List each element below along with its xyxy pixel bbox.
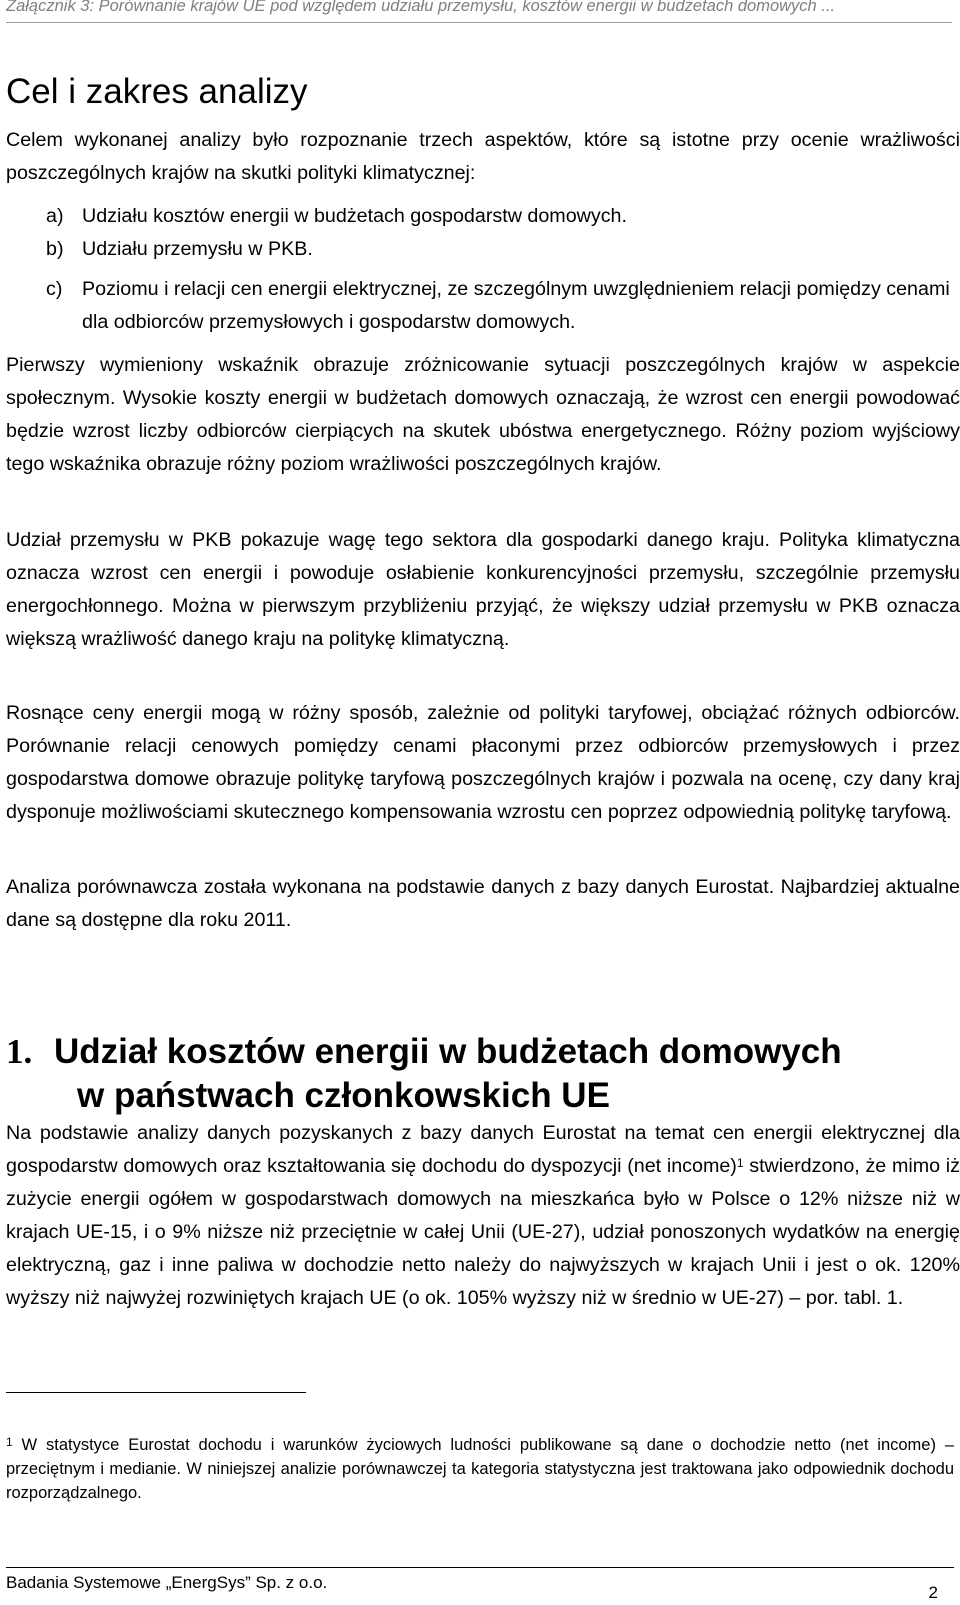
page-heading: Cel i zakres analizy — [6, 72, 308, 111]
list-marker: a) — [46, 205, 64, 227]
running-header: Załącznik 3: Porównanie krajów UE pod względem udziału przemysłu, kosztów energii w budżetach domowych ... — [6, 0, 836, 15]
section-paragraph-part1: Na podstawie analizy danych pozyskanych z bazy danych Eurostat na temat cen energii elektrycznej dla gospodarstw domowych oraz kształtowania się dochodu do dyspozycji (net income) — [6, 1122, 960, 1177]
intro-paragraph: Celem wykonanej analizy było rozpoznanie trzech aspektów, które są istotne przy ocenie wrażliwości poszczególnych krajów na skutki polityki klimatycznej: — [6, 129, 960, 184]
list-marker: b) — [46, 238, 64, 260]
footer-divider — [6, 1567, 954, 1568]
section-title-line1: Udział kosztów energii w budżetach domowych — [54, 1032, 842, 1071]
footnote-divider — [6, 1392, 306, 1393]
list-text: Udziału kosztów energii w budżetach gospodarstw domowych. — [82, 205, 627, 227]
section-title-line2: w państwach członkowskich UE — [77, 1076, 610, 1115]
section-paragraph-part2: stwierdzono, że mimo iż zużycie energii ogółem w gospodarstwach domowych na mieszkańca było w Polsce o 12% niższe niż w krajach UE-15, i o 9% niższe niż przeciętnie w całej Unii (UE-27), udział ponoszonych wydatków na energię elektryczną, gaz i inne paliwa w dochodzie netto należy do najwyższych w krajach Unii i jest o ok. 120% wyższy niż najwyżej rozwiniętych krajach UE (o ok. 105% wyższy niż w średnio w UE-27) – por. tabl. 1. — [6, 1155, 960, 1309]
footnote — [6, 1433, 954, 1505]
list-text: Poziomu i relacji cen energii elektrycznej, ze szczególnym uwzględnieniem relacji pomiędzy cenami dla odbiorców przemysłowych i gospodarstw domowych. — [82, 278, 950, 333]
section-paragraph — [6, 1117, 960, 1315]
header-divider — [6, 22, 952, 23]
list-item — [46, 273, 950, 339]
list-text: Udziału przemysłu w PKB. — [82, 238, 313, 260]
footnote-number: 1 — [6, 1435, 13, 1449]
body-paragraph: Udział przemysłu w PKB pokazuje wagę tego sektora dla gospodarki danego kraju. Polityka klimatyczna oznacza wzrost cen energii i powoduje osłabienie konkurencyjności przemysłu, szczególnie przemysłu energochłonnego. Można w pierwszym przybliżeniu przyjąć, że większy udział przemysłu w PKB oznacza większą wrażliwość danego kraju na politykę klimatyczną. — [6, 529, 960, 650]
page-number: 2 — [928, 1583, 938, 1602]
list-item — [46, 200, 946, 233]
list-marker: c) — [46, 278, 63, 300]
body-paragraph: Pierwszy wymieniony wskaźnik obrazuje zróżnicowanie sytuacji poszczególnych krajów w aspekcie społecznym. Wysokie koszty energii w budżetach domowych oznaczają, że wzrost cen energii powodować będzie wzrost liczby odbiorców cierpiących na skutek ubóstwa energetycznego. Różny poziom wyjściowy tego wskaźnika obrazuje różny poziom wrażliwości poszczególnych krajów. — [6, 354, 960, 475]
section-number: 1. — [6, 1032, 33, 1071]
list-item — [46, 233, 946, 266]
footer-company: Badania Systemowe „EnergSys” Sp. z o.o. — [6, 1573, 328, 1592]
body-paragraph: Analiza porównawcza została wykonana na podstawie danych z bazy danych Eurostat. Najbardziej aktualne dane są dostępne dla roku 2011. — [6, 876, 960, 931]
section-heading — [6, 1030, 842, 1118]
footnote-text: W statystyce Eurostat dochodu i warunków życiowych ludności publikowane są dane o dochodzie netto (net income) – przeciętnym i medianie. W niniejszej analizie porównawczej ta kategoria statystyczna jest traktowana jako odpowiednik dochodu rozporządzalnego. — [6, 1436, 954, 1502]
footnote-reference[interactable]: 1 — [736, 1156, 744, 1170]
body-paragraph: Rosnące ceny energii mogą w różny sposób, zależnie od polityki taryfowej, obciążać różnych odbiorców. Porównanie relacji cenowych pomiędzy cenami płaconymi przez odbiorców przemysłowych i przez gospodarstwa domowe obrazuje politykę taryfową poszczególnych krajów i pozwala na ocenę, czy dany kraj dysponuje możliwościami skutecznego kompensowania wzrostu cen poprzez odpowiednią politykę taryfową. — [6, 702, 960, 823]
